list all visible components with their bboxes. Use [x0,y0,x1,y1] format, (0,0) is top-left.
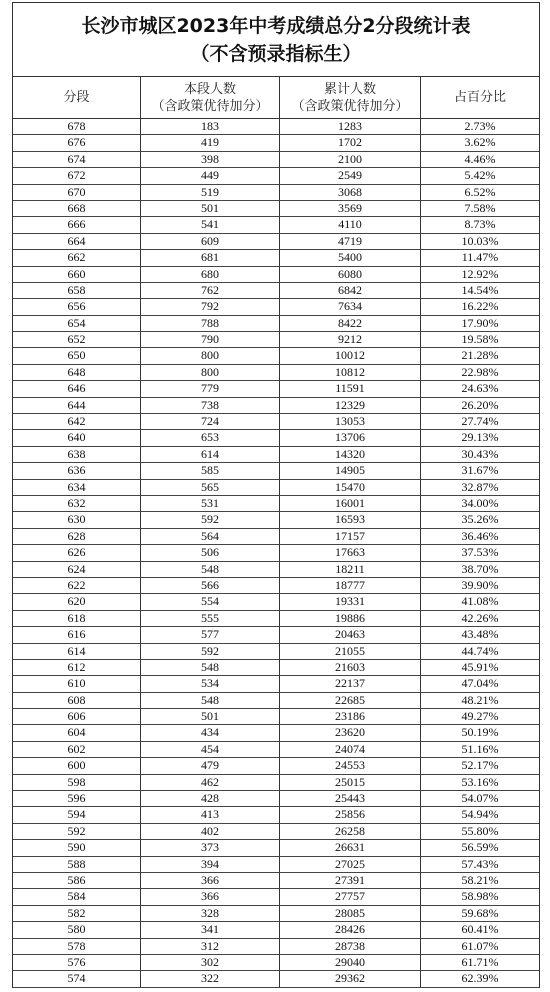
cell-score-band: 670 [13,185,141,200]
cell-percentage: 21.28% [461,348,499,363]
cell-score-band: 620 [13,594,141,609]
cell-cumulative-count: 20463 [280,627,421,642]
cell-percentage: 22.98% [461,364,499,379]
table-row [13,873,539,889]
cell-band-count: 541 [141,217,280,232]
cell-cumulative-count: 23620 [280,725,421,740]
cell-cumulative-count: 12329 [280,398,421,413]
cell-percentage: 27.74% [461,414,499,429]
cell-band-count: 341 [141,922,280,937]
cell-score-band: 588 [13,857,141,872]
cell-band-count: 762 [141,283,280,298]
table-row [13,365,539,381]
cell-band-count: 609 [141,234,280,249]
cell-band-count: 738 [141,398,280,413]
cell-cumulative-count: 9212 [280,332,421,347]
cell-cumulative-count: 1702 [280,135,421,150]
table-row [13,578,539,594]
cell-percentage: 54.94% [461,807,499,822]
table-row [13,299,539,315]
table-row [13,447,539,463]
cell-percentage: 59.68% [461,905,499,920]
cell-percentage: 35.26% [461,512,499,527]
table-row [13,594,539,610]
cell-cumulative-count: 25015 [280,775,421,790]
cell-percentage: 48.21% [461,692,499,707]
cell-score-band: 652 [13,332,141,347]
cell-score-band: 628 [13,529,141,544]
cell-cumulative-count: 28085 [280,906,421,921]
table-row [13,348,539,364]
cell-cumulative-count: 16001 [280,496,421,511]
cell-score-band: 676 [13,135,141,150]
table-row [13,676,539,692]
cell-percentage: 58.98% [461,889,499,904]
cell-score-band: 646 [13,381,141,396]
table-row [13,840,539,856]
table-row [13,496,539,512]
cell-percentage: 45.91% [461,659,499,674]
cell-score-band: 658 [13,283,141,298]
cell-score-band: 582 [13,906,141,921]
title-block [13,3,539,77]
header-cumulative-count [280,77,421,118]
cell-cumulative-count: 5400 [280,250,421,265]
table-row [13,430,539,446]
cell-percentage: 44.74% [461,643,499,658]
table-row [13,627,539,643]
cell-percentage: 30.43% [461,446,499,461]
cell-cumulative-count: 4719 [280,234,421,249]
cell-cumulative-count: 22137 [280,676,421,691]
table-row [13,217,539,233]
table-row [13,758,539,774]
cell-percentage: 11.47% [461,250,499,265]
table-row [13,906,539,922]
table-row [13,939,539,955]
cell-band-count: 373 [141,840,280,855]
cell-band-count: 585 [141,463,280,478]
cell-band-count: 394 [141,857,280,872]
cell-score-band: 618 [13,611,141,626]
cell-score-band: 638 [13,447,141,462]
cell-band-count: 428 [141,791,280,806]
table-row [13,562,539,578]
cell-cumulative-count: 21603 [280,660,421,675]
cell-score-band: 648 [13,365,141,380]
cell-score-band: 640 [13,430,141,445]
cell-score-band: 602 [13,742,141,757]
cell-band-count: 592 [141,512,280,527]
table-row [13,889,539,905]
cell-percentage: 14.54% [461,282,499,297]
cell-cumulative-count: 24553 [280,758,421,773]
table-row [13,135,539,151]
cell-percentage: 61.71% [461,954,499,969]
table-header-row [13,77,539,119]
cell-band-count: 554 [141,594,280,609]
cell-band-count: 454 [141,742,280,757]
cell-cumulative-count: 27025 [280,857,421,872]
cell-cumulative-count: 7634 [280,299,421,314]
cell-cumulative-count: 21055 [280,644,421,659]
cell-band-count: 800 [141,365,280,380]
cell-percentage: 4.46% [464,151,496,166]
cell-cumulative-count: 19331 [280,594,421,609]
cell-cumulative-count: 2549 [280,168,421,183]
cell-cumulative-count: 18211 [280,562,421,577]
cell-band-count: 548 [141,562,280,577]
cell-cumulative-count: 19886 [280,611,421,626]
table-row [13,119,539,135]
cell-cumulative-count: 17663 [280,545,421,560]
cell-score-band: 578 [13,939,141,954]
cell-cumulative-count: 22685 [280,693,421,708]
cell-band-count: 681 [141,250,280,265]
cell-cumulative-count: 2100 [280,152,421,167]
table-row [13,742,539,758]
cell-band-count: 519 [141,185,280,200]
cell-score-band: 610 [13,676,141,691]
cell-percentage: 56.59% [461,840,499,855]
cell-cumulative-count: 28426 [280,922,421,937]
table-row [13,545,539,561]
cell-cumulative-count: 14905 [280,463,421,478]
cell-percentage: 62.39% [461,971,499,986]
cell-cumulative-count: 27757 [280,889,421,904]
cell-band-count: 788 [141,316,280,331]
cell-score-band: 672 [13,168,141,183]
cell-score-band: 656 [13,299,141,314]
table-row [13,398,539,414]
cell-score-band: 650 [13,348,141,363]
cell-band-count: 566 [141,578,280,593]
cell-band-count: 479 [141,758,280,773]
cell-band-count: 555 [141,611,280,626]
cell-percentage: 52.17% [461,758,499,773]
cell-percentage: 58.21% [461,872,499,887]
cell-percentage: 57.43% [461,856,499,871]
cell-cumulative-count: 16593 [280,512,421,527]
cell-score-band: 636 [13,463,141,478]
cell-band-count: 398 [141,152,280,167]
cell-score-band: 576 [13,955,141,970]
cell-score-band: 580 [13,922,141,937]
cell-percentage: 42.26% [461,610,499,625]
table-row [13,201,539,217]
cell-percentage: 17.90% [461,315,499,330]
cell-cumulative-count: 28738 [280,939,421,954]
cell-percentage: 53.16% [461,774,499,789]
cell-percentage: 49.27% [461,709,499,724]
cell-band-count: 302 [141,955,280,970]
cell-band-count: 724 [141,414,280,429]
cell-percentage: 38.70% [461,561,499,576]
table-row [13,775,539,791]
cell-band-count: 790 [141,332,280,347]
cell-percentage: 34.00% [461,495,499,510]
cell-score-band: 644 [13,398,141,413]
cell-cumulative-count: 25856 [280,807,421,822]
cell-band-count: 322 [141,971,280,986]
cell-percentage: 36.46% [461,528,499,543]
header-band-count-label: 本段人数 [183,81,236,97]
cell-band-count: 534 [141,676,280,691]
cell-percentage: 43.48% [461,627,499,642]
cell-band-count: 501 [141,201,280,216]
cell-percentage: 54.07% [461,791,499,806]
cell-score-band: 612 [13,660,141,675]
cell-percentage: 61.07% [461,938,499,953]
cell-percentage: 51.16% [461,741,499,756]
cell-percentage: 60.41% [461,922,499,937]
cell-percentage: 8.73% [464,217,496,232]
cell-cumulative-count: 10012 [280,348,421,363]
cell-score-band: 662 [13,250,141,265]
cell-score-band: 598 [13,775,141,790]
header-percentage [421,77,539,118]
cell-percentage: 26.20% [461,397,499,412]
cell-percentage: 32.87% [461,479,499,494]
cell-score-band: 664 [13,234,141,249]
cell-score-band: 622 [13,578,141,593]
cell-band-count: 779 [141,381,280,396]
table-body [13,119,539,988]
cell-score-band: 624 [13,562,141,577]
cell-score-band: 666 [13,217,141,232]
cell-score-band: 660 [13,267,141,282]
cell-cumulative-count: 25443 [280,791,421,806]
cell-cumulative-count: 6080 [280,267,421,282]
cell-band-count: 413 [141,807,280,822]
table-row [13,512,539,528]
cell-cumulative-count: 3569 [280,201,421,216]
cell-band-count: 792 [141,299,280,314]
cell-percentage: 31.67% [461,463,499,478]
table-row [13,791,539,807]
cell-band-count: 183 [141,119,280,134]
cell-score-band: 606 [13,709,141,724]
cell-score-band: 616 [13,627,141,642]
cell-band-count: 449 [141,168,280,183]
cell-score-band: 600 [13,758,141,773]
table-row [13,824,539,840]
table-row [13,185,539,201]
cell-cumulative-count: 11591 [280,381,421,396]
header-cumulative-count-label: 累计人数 [323,81,376,97]
cell-score-band: 654 [13,316,141,331]
header-band-count [141,77,280,118]
table-row [13,250,539,266]
cell-percentage: 29.13% [461,430,499,445]
cell-cumulative-count: 18777 [280,578,421,593]
cell-percentage: 19.58% [461,332,499,347]
cell-percentage: 50.19% [461,725,499,740]
cell-percentage: 12.92% [461,266,499,281]
table-row [13,529,539,545]
table-row [13,381,539,397]
cell-score-band: 604 [13,725,141,740]
cell-percentage: 10.03% [461,233,499,248]
cell-cumulative-count: 13706 [280,430,421,445]
cell-percentage: 47.04% [461,676,499,691]
table-row [13,660,539,676]
cell-cumulative-count: 29040 [280,955,421,970]
cell-band-count: 366 [141,889,280,904]
table-row [13,316,539,332]
cell-band-count: 402 [141,824,280,839]
table-row [13,234,539,250]
cell-band-count: 592 [141,644,280,659]
table-row [13,267,539,283]
cell-band-count: 328 [141,906,280,921]
cell-score-band: 668 [13,201,141,216]
cell-percentage: 41.08% [461,594,499,609]
table-row [13,857,539,873]
cell-band-count: 680 [141,267,280,282]
cell-band-count: 564 [141,529,280,544]
cell-band-count: 614 [141,447,280,462]
cell-cumulative-count: 10812 [280,365,421,380]
cell-cumulative-count: 27391 [280,873,421,888]
cell-percentage: 55.80% [461,823,499,838]
cell-cumulative-count: 14320 [280,447,421,462]
cell-score-band: 590 [13,840,141,855]
cell-score-band: 674 [13,152,141,167]
cell-band-count: 312 [141,939,280,954]
cell-score-band: 586 [13,873,141,888]
cell-band-count: 548 [141,693,280,708]
cell-band-count: 501 [141,709,280,724]
table-row [13,693,539,709]
cell-percentage: 7.58% [464,200,496,215]
cell-score-band: 630 [13,512,141,527]
cell-score-band: 626 [13,545,141,560]
cell-cumulative-count: 17157 [280,529,421,544]
cell-cumulative-count: 8422 [280,316,421,331]
table-row [13,332,539,348]
table-row [13,414,539,430]
cell-score-band: 608 [13,693,141,708]
table-row [13,807,539,823]
cell-band-count: 366 [141,873,280,888]
cell-percentage: 2.73% [464,119,496,133]
table-row [13,955,539,971]
page-subtitle: （不含预录指标生） [190,42,362,65]
table-row [13,611,539,627]
cell-band-count: 548 [141,660,280,675]
cell-band-count: 506 [141,545,280,560]
page-title: 长沙市城区2023年中考成绩总分2分段统计表 [81,14,471,37]
table-row [13,644,539,660]
cell-cumulative-count: 15470 [280,480,421,495]
cell-cumulative-count: 26258 [280,824,421,839]
cell-percentage: 39.90% [461,577,499,592]
cell-cumulative-count: 6842 [280,283,421,298]
cell-score-band: 592 [13,824,141,839]
cell-cumulative-count: 3068 [280,185,421,200]
table-row [13,709,539,725]
cell-score-band: 594 [13,807,141,822]
table-row [13,971,539,987]
table-row [13,480,539,496]
cell-percentage: 24.63% [461,381,499,396]
header-cumulative-count-sublabel: （含政策优待加分） [291,98,409,114]
cell-band-count: 531 [141,496,280,511]
cell-percentage: 37.53% [461,545,499,560]
cell-percentage: 16.22% [461,299,499,314]
cell-band-count: 462 [141,775,280,790]
cell-band-count: 800 [141,348,280,363]
table-row [13,463,539,479]
cell-percentage: 6.52% [464,184,496,199]
table-row [13,922,539,938]
cell-cumulative-count: 1283 [280,119,421,134]
cell-cumulative-count: 4110 [280,217,421,232]
cell-cumulative-count: 23186 [280,709,421,724]
cell-band-count: 565 [141,480,280,495]
cell-score-band: 678 [13,119,141,134]
cell-band-count: 419 [141,135,280,150]
cell-score-band: 634 [13,480,141,495]
cell-cumulative-count: 24074 [280,742,421,757]
cell-percentage: 3.62% [464,135,496,150]
header-score-band [13,77,141,118]
table-row [13,283,539,299]
cell-cumulative-count: 29362 [280,971,421,986]
table-row [13,725,539,741]
table-row [13,152,539,168]
cell-score-band: 632 [13,496,141,511]
score-distribution-sheet [12,2,540,988]
header-band-count-sublabel: （含政策优待加分） [151,98,269,114]
cell-cumulative-count: 26631 [280,840,421,855]
cell-score-band: 596 [13,791,141,806]
cell-percentage: 5.42% [464,168,496,183]
cell-cumulative-count: 13053 [280,414,421,429]
table-row [13,168,539,184]
header-score-band-label: 分段 [63,90,90,105]
cell-band-count: 434 [141,725,280,740]
cell-band-count: 577 [141,627,280,642]
cell-score-band: 614 [13,644,141,659]
cell-score-band: 642 [13,414,141,429]
header-percentage-label: 占百分比 [453,90,506,105]
cell-score-band: 574 [13,971,141,986]
cell-band-count: 653 [141,430,280,445]
cell-score-band: 584 [13,889,141,904]
